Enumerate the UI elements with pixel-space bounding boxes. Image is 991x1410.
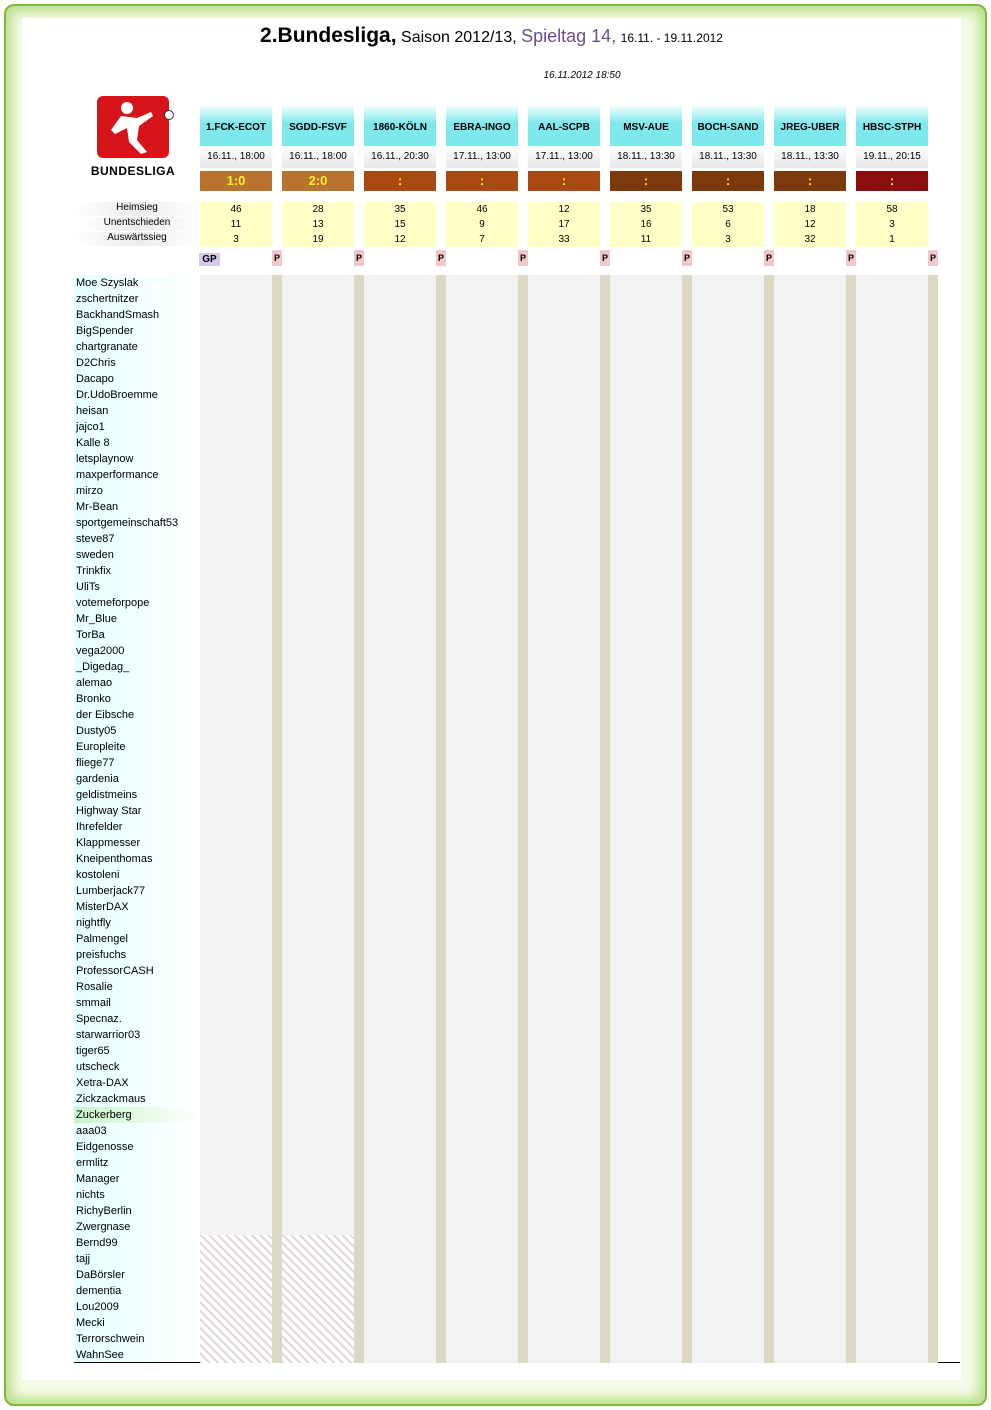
points-tab: P: [600, 250, 610, 266]
player-name: Manager: [74, 1171, 200, 1187]
match-date: 19.11., 20:15: [856, 146, 928, 168]
player-name: MisterDAX: [74, 899, 200, 915]
home-win-count: 35: [610, 202, 682, 217]
player-name: Xetra-DAX: [74, 1075, 200, 1091]
points-tab: P: [518, 250, 528, 266]
points-tab: P: [436, 250, 446, 266]
update-timestamp: 16.11.2012 18:50: [543, 70, 621, 81]
player-name: Terrorschwein: [74, 1331, 200, 1347]
match-name: AAL-SCPB: [528, 104, 600, 152]
match-column: [282, 18, 364, 268]
player-name: gardenia: [74, 771, 200, 787]
match-date: 18.11., 13:30: [610, 146, 682, 168]
away-win-count: 12: [364, 232, 436, 247]
player-name: Palmengel: [74, 931, 200, 947]
player-name: maxperformance: [74, 467, 200, 483]
player-name: RichyBerlin: [74, 1203, 200, 1219]
home-win-count: 58: [856, 202, 928, 217]
points-column-bg: [928, 275, 938, 1363]
match-name: 1860-KÖLN: [364, 104, 436, 152]
player-name: Mr_Blue: [74, 611, 200, 627]
tip-column-bg: [282, 275, 354, 1363]
match-column: [446, 18, 528, 268]
player-name: aaa03: [74, 1123, 200, 1139]
label-auswaertssieg: Auswärtssieg: [74, 232, 200, 246]
player-name: geldistmeins: [74, 787, 200, 803]
draw-count: 9: [446, 217, 518, 232]
player-name: Zwergnase: [74, 1219, 200, 1235]
points-column-bg: [600, 275, 610, 1363]
home-win-count: 28: [282, 202, 354, 217]
player-name: mirzo: [74, 483, 200, 499]
away-win-count: 7: [446, 232, 518, 247]
gp-header: GP: [199, 253, 220, 266]
player-name: utscheck: [74, 1059, 200, 1075]
match-date: 17.11., 13:00: [446, 146, 518, 168]
match-date: 16.11., 18:00: [200, 146, 272, 168]
player-name: votemeforpope: [74, 595, 200, 611]
points-tab: P: [272, 250, 282, 266]
points-column-bg: [682, 275, 692, 1363]
match-result: :: [610, 171, 682, 191]
match-column: [856, 18, 938, 268]
player-name: Rosalie: [74, 979, 200, 995]
points-column-bg: [518, 275, 528, 1363]
match-result: :: [528, 171, 600, 191]
match-name: 1.FCK-ECOT: [200, 104, 272, 152]
away-win-count: 32: [774, 232, 846, 247]
player-name: ermlitz: [74, 1155, 200, 1171]
player-name: Highway Star: [74, 803, 200, 819]
match-column: [528, 18, 610, 268]
match-date: 16.11., 18:00: [282, 146, 354, 168]
player-name: DaBörsler: [74, 1267, 200, 1283]
match-date: 18.11., 13:30: [692, 146, 764, 168]
match-column: [692, 18, 774, 268]
tip-column-bg: [692, 275, 764, 1363]
player-name: chartgranate: [74, 339, 200, 355]
title-season: Saison 2012/13,: [401, 29, 517, 46]
no-tip-hatch: [200, 1235, 272, 1363]
draw-count: 11: [200, 217, 272, 232]
player-name: preisfuchs: [74, 947, 200, 963]
player-name: UliTs: [74, 579, 200, 595]
match-result: :: [364, 171, 436, 191]
points-column-bg: [436, 275, 446, 1363]
match-result: 2:0: [282, 171, 354, 191]
player-name: Zickzackmaus: [74, 1091, 200, 1107]
tip-column-bg: [364, 275, 436, 1363]
player-name: BigSpender: [74, 323, 200, 339]
match-column: [774, 18, 856, 268]
player-name: nichts: [74, 1187, 200, 1203]
tip-column-bg: [528, 275, 600, 1363]
title-dates: 16.11. - 19.11.2012: [620, 31, 723, 45]
match-column: [364, 18, 446, 268]
player-name: kostoleni: [74, 867, 200, 883]
player-name: Klappmesser: [74, 835, 200, 851]
home-win-count: 35: [364, 202, 436, 217]
player-name: fliege77: [74, 755, 200, 771]
points-column-bg: [846, 275, 856, 1363]
match-result: :: [774, 171, 846, 191]
table-area: [22, 18, 961, 1380]
player-name: dementia: [74, 1283, 200, 1299]
player-name: ProfessorCASH: [74, 963, 200, 979]
draw-count: 3: [856, 217, 928, 232]
match-name: HBSC-STPH: [856, 104, 928, 152]
away-win-count: 11: [610, 232, 682, 247]
player-name: _Digedag_: [74, 659, 200, 675]
match-date: 16.11., 20:30: [364, 146, 436, 168]
player-name: nightfly: [74, 915, 200, 931]
player-name: jajco1: [74, 419, 200, 435]
player-name: Lou2009: [74, 1299, 200, 1315]
away-win-count: 3: [200, 232, 272, 247]
player-name: tajj: [74, 1251, 200, 1267]
player-name: Lumberjack77: [74, 883, 200, 899]
match-name: EBRA-INGO: [446, 104, 518, 152]
player-name: Mr-Bean: [74, 499, 200, 515]
away-win-count: 33: [528, 232, 600, 247]
player-name: sportgemeinschaft53: [74, 515, 200, 531]
logo-red-badge: [97, 96, 169, 158]
tip-column-bg: [610, 275, 682, 1363]
player-name: Ihrefelder: [74, 819, 200, 835]
match-column: [610, 18, 692, 268]
match-result: :: [446, 171, 518, 191]
ball-icon: [164, 110, 174, 120]
home-win-count: 12: [528, 202, 600, 217]
player-name: Trinkfix: [74, 563, 200, 579]
away-win-count: 19: [282, 232, 354, 247]
bundesliga-logo: [78, 96, 188, 186]
points-column-bg: [354, 275, 364, 1363]
points-tab: P: [682, 250, 692, 266]
player-silhouette-icon: [97, 96, 169, 158]
player-name: Europleite: [74, 739, 200, 755]
match-name: JREG-UBER: [774, 104, 846, 152]
match-date: 18.11., 13:30: [774, 146, 846, 168]
match-result: 1:0: [200, 171, 272, 191]
player-name: Kalle 8: [74, 435, 200, 451]
draw-count: 15: [364, 217, 436, 232]
player-name: zschertnitzer: [74, 291, 200, 307]
match-column: [200, 18, 282, 268]
tip-column-bg: [856, 275, 928, 1363]
title-league: 2.Bundesliga,: [260, 24, 397, 47]
player-name: Eidgenosse: [74, 1139, 200, 1155]
points-tab: P: [764, 250, 774, 266]
player-name: Zuckerberg: [74, 1107, 200, 1123]
player-name: Kneipenthomas: [74, 851, 200, 867]
player-name: Dusty05: [74, 723, 200, 739]
points-tab: P: [354, 250, 364, 266]
points-tab: P: [928, 250, 938, 266]
home-win-count: 18: [774, 202, 846, 217]
player-name: Specnaz.: [74, 1011, 200, 1027]
player-name: Bernd99: [74, 1235, 200, 1251]
player-name: letsplaynow: [74, 451, 200, 467]
draw-count: 12: [774, 217, 846, 232]
draw-count: 16: [610, 217, 682, 232]
title-matchday: Spieltag 14,: [521, 26, 617, 46]
draw-count: 13: [282, 217, 354, 232]
player-name: BackhandSmash: [74, 307, 200, 323]
away-win-count: 1: [856, 232, 928, 247]
label-unentschieden: Unentschieden: [74, 217, 200, 231]
player-name: sweden: [74, 547, 200, 563]
draw-count: 17: [528, 217, 600, 232]
home-win-count: 53: [692, 202, 764, 217]
tip-column-bg: [774, 275, 846, 1363]
player-name: tiger65: [74, 1043, 200, 1059]
label-heimsieg: Heimsieg: [74, 202, 200, 216]
player-name: vega2000: [74, 643, 200, 659]
player-name: Mecki: [74, 1315, 200, 1331]
points-column-bg: [764, 275, 774, 1363]
match-date: 17.11., 13:00: [528, 146, 600, 168]
home-win-count: 46: [200, 202, 272, 217]
player-name: steve87: [74, 531, 200, 547]
player-name: der Eibsche: [74, 707, 200, 723]
match-name: BOCH-SAND: [692, 104, 764, 152]
draw-count: 6: [692, 217, 764, 232]
player-name: WahnSee: [74, 1347, 200, 1363]
home-win-count: 46: [446, 202, 518, 217]
player-name: alemao: [74, 675, 200, 691]
match-name: MSV-AUE: [610, 104, 682, 152]
player-name: Bronko: [74, 691, 200, 707]
points-column-bg: [272, 275, 282, 1363]
player-name: Moe Szyslak: [74, 275, 200, 291]
player-name: smmail: [74, 995, 200, 1011]
away-win-count: 3: [692, 232, 764, 247]
player-name: Dacapo: [74, 371, 200, 387]
tip-column-bg: [446, 275, 518, 1363]
logo-text: BUNDESLIGA: [90, 164, 176, 178]
player-name: Dr.UdoBroemme: [74, 387, 200, 403]
match-result: :: [692, 171, 764, 191]
tip-column-bg: [200, 275, 272, 1363]
player-name: heisan: [74, 403, 200, 419]
player-name: starwarrior03: [74, 1027, 200, 1043]
points-tab: P: [846, 250, 856, 266]
player-name: D2Chris: [74, 355, 200, 371]
no-tip-hatch: [282, 1235, 354, 1363]
player-name: TorBa: [74, 627, 200, 643]
match-result: :: [856, 171, 928, 191]
match-name: SGDD-FSVF: [282, 104, 354, 152]
